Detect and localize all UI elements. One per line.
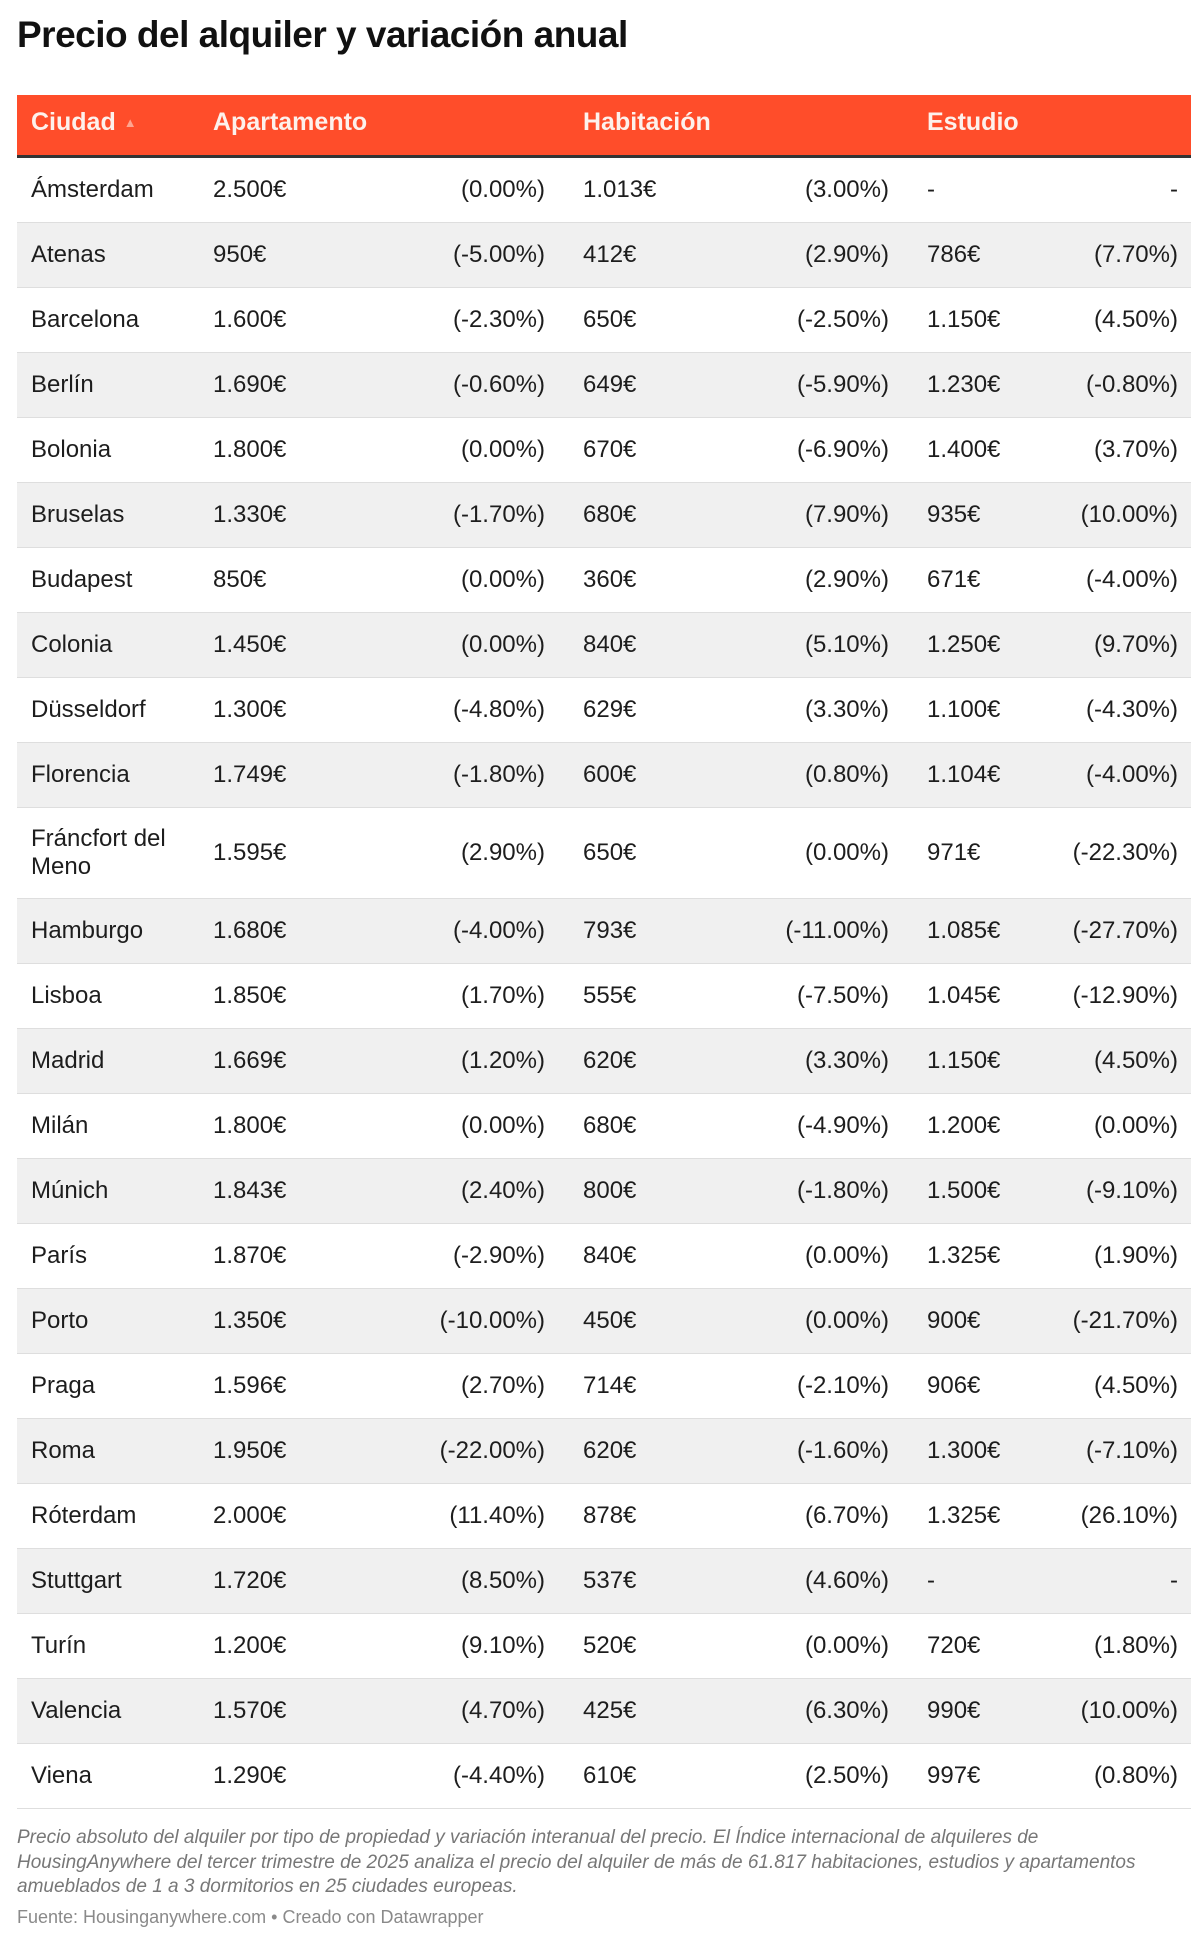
room-change-cell: (3.00%): [804, 176, 889, 203]
city-cell: Bruselas: [31, 501, 125, 528]
city-cell: Madrid: [31, 1047, 105, 1074]
apartment-price-cell: 1.595€: [213, 839, 287, 866]
room-change-cell: (-1.60%): [796, 1437, 889, 1464]
apartment-change-cell: (-10.00%): [439, 1307, 545, 1334]
room-price-cell: 650€: [583, 839, 637, 866]
city-cell: Fráncfort del Meno: [31, 825, 166, 880]
room-price-cell: 680€: [583, 501, 637, 528]
studio-change-cell: (-27.70%): [1072, 917, 1178, 944]
apartment-price-cell: 1.330€: [213, 501, 287, 528]
studio-price-cell: -: [927, 1567, 935, 1594]
room-change-cell: (-11.00%): [785, 917, 889, 944]
table-row: [17, 1354, 1191, 1419]
studio-price-cell: 1.085€: [927, 917, 1001, 944]
apartment-price-cell: 1.290€: [213, 1762, 287, 1789]
apartment-price-cell: 1.850€: [213, 982, 287, 1009]
city-cell: Róterdam: [31, 1502, 137, 1529]
table-row: [17, 288, 1191, 353]
city-cell: Múnich: [31, 1177, 109, 1204]
room-change-cell: (5.10%): [804, 631, 889, 658]
table-row: [17, 613, 1191, 678]
table-row: [17, 223, 1191, 288]
studio-price-cell: 1.325€: [927, 1502, 1001, 1529]
studio-price-cell: 671€: [927, 566, 981, 593]
studio-change-cell: (-7.10%): [1085, 1437, 1178, 1464]
apartment-price-cell: 1.600€: [213, 306, 287, 333]
room-change-cell: (-5.90%): [796, 371, 889, 398]
studio-change-cell: (26.10%): [1080, 1502, 1178, 1529]
studio-change-cell: (4.50%): [1093, 1047, 1178, 1074]
apartment-change-cell: (2.40%): [460, 1177, 545, 1204]
room-price-cell: 878€: [583, 1502, 637, 1529]
studio-price-cell: 720€: [927, 1632, 981, 1659]
city-cell: Milán: [31, 1112, 89, 1139]
room-price-cell: 555€: [583, 982, 637, 1009]
studio-price-cell: 935€: [927, 501, 981, 528]
studio-change-cell: (0.80%): [1093, 1762, 1178, 1789]
column-header-city[interactable]: [31, 108, 137, 137]
room-change-cell: (6.30%): [804, 1697, 889, 1724]
room-change-cell: (-4.90%): [796, 1112, 889, 1139]
table-row: [17, 1614, 1191, 1679]
studio-price-cell: 1.200€: [927, 1112, 1001, 1139]
apartment-change-cell: (-1.70%): [452, 501, 545, 528]
studio-change-cell: (1.90%): [1093, 1242, 1178, 1269]
room-price-cell: 670€: [583, 436, 637, 463]
studio-change-cell: (0.00%): [1093, 1112, 1178, 1139]
room-price-cell: 714€: [583, 1372, 637, 1399]
city-cell: Ámsterdam: [31, 176, 154, 203]
studio-price-cell: 1.100€: [927, 696, 1001, 723]
room-price-cell: 425€: [583, 1697, 637, 1724]
table-row: [17, 743, 1191, 808]
city-cell: Praga: [31, 1372, 96, 1399]
studio-change-cell: (1.80%): [1093, 1632, 1178, 1659]
table-row: [17, 1094, 1191, 1159]
studio-change-cell: (7.70%): [1093, 241, 1178, 268]
room-change-cell: (4.60%): [804, 1567, 889, 1594]
studio-price-cell: 1.500€: [927, 1177, 1001, 1204]
studio-change-cell: (4.50%): [1093, 1372, 1178, 1399]
apartment-change-cell: (-2.90%): [452, 1242, 545, 1269]
room-price-cell: 600€: [583, 761, 637, 788]
studio-change-cell: (-22.30%): [1072, 839, 1178, 866]
room-price-cell: 610€: [583, 1762, 637, 1789]
chart-title: Precio del alquiler y variación anual: [17, 14, 628, 55]
apartment-change-cell: (-4.00%): [452, 917, 545, 944]
table-header: [17, 95, 1191, 158]
column-header-studio[interactable]: Estudio: [927, 108, 1019, 136]
studio-change-cell: (-4.00%): [1085, 761, 1178, 788]
apartment-change-cell: (-1.80%): [452, 761, 545, 788]
room-change-cell: (0.00%): [804, 839, 889, 866]
apartment-price-cell: 1.870€: [213, 1242, 287, 1269]
apartment-price-cell: 1.596€: [213, 1372, 287, 1399]
apartment-price-cell: 1.800€: [213, 1112, 287, 1139]
studio-price-cell: 906€: [927, 1372, 981, 1399]
table-row: [17, 548, 1191, 613]
rent-table: [17, 95, 1191, 1809]
city-cell: Roma: [31, 1437, 96, 1464]
table-row: [17, 899, 1191, 964]
city-cell: Valencia: [31, 1697, 122, 1724]
apartment-change-cell: (-4.80%): [452, 696, 545, 723]
apartment-change-cell: (0.00%): [460, 176, 545, 203]
room-change-cell: (6.70%): [804, 1502, 889, 1529]
city-cell: Viena: [31, 1762, 92, 1789]
room-change-cell: (0.80%): [804, 761, 889, 788]
city-cell: Stuttgart: [31, 1567, 122, 1594]
apartment-change-cell: (0.00%): [460, 436, 545, 463]
apartment-change-cell: (-4.40%): [452, 1762, 545, 1789]
studio-price-cell: 997€: [927, 1762, 981, 1789]
city-cell: Lisboa: [31, 982, 102, 1009]
studio-change-cell: (-4.30%): [1085, 696, 1178, 723]
apartment-price-cell: 850€: [213, 566, 267, 593]
apartment-price-cell: 1.350€: [213, 1307, 287, 1334]
table-row: [17, 1224, 1191, 1289]
room-change-cell: (3.30%): [804, 1047, 889, 1074]
apartment-price-cell: 1.450€: [213, 631, 287, 658]
table-row: [17, 158, 1191, 223]
room-price-cell: 450€: [583, 1307, 637, 1334]
studio-price-cell: 1.230€: [927, 371, 1001, 398]
studio-change-cell: (-12.90%): [1072, 982, 1178, 1009]
city-cell: Berlín: [31, 371, 94, 398]
apartment-price-cell: 1.200€: [213, 1632, 287, 1659]
room-price-cell: 1.013€: [583, 176, 657, 203]
room-price-cell: 620€: [583, 1437, 637, 1464]
city-cell: Colonia: [31, 631, 113, 658]
apartment-change-cell: (-22.00%): [439, 1437, 545, 1464]
apartment-price-cell: 1.570€: [213, 1697, 287, 1724]
city-cell: Turín: [31, 1632, 87, 1659]
apartment-change-cell: (9.10%): [460, 1632, 545, 1659]
apartment-change-cell: (11.40%): [449, 1502, 545, 1529]
apartment-price-cell: 2.000€: [213, 1502, 287, 1529]
apartment-price-cell: 1.800€: [213, 436, 287, 463]
studio-change-cell: (4.50%): [1093, 306, 1178, 333]
studio-price-cell: 1.250€: [927, 631, 1001, 658]
apartment-price-cell: 1.843€: [213, 1177, 287, 1204]
room-change-cell: (2.50%): [804, 1762, 889, 1789]
apartment-price-cell: 1.690€: [213, 371, 287, 398]
room-price-cell: 620€: [583, 1047, 637, 1074]
studio-price-cell: 971€: [927, 839, 981, 866]
room-price-cell: 649€: [583, 371, 637, 398]
column-header-room[interactable]: Habitación: [583, 108, 711, 136]
studio-change-cell: -: [1170, 176, 1178, 203]
room-change-cell: (-2.50%): [796, 306, 889, 333]
room-change-cell: (2.90%): [804, 241, 889, 268]
studio-price-cell: 1.325€: [927, 1242, 1001, 1269]
studio-price-cell: 1.045€: [927, 982, 1001, 1009]
studio-change-cell: (-0.80%): [1085, 371, 1178, 398]
chart-notes: Precio absoluto del alquiler por tipo de propiedad y variación interanual del precio. El Índice internacional de alquileres de HousingAnywhere del tercer trimestre de 2025 analiza el precio del alquiler de más de 61.817 habitaciones, estudios y apartamentos amueblados de 1 a 3 dormitorios en 25 ciudades europeas.: [17, 1827, 1136, 1897]
studio-change-cell: (3.70%): [1093, 436, 1178, 463]
apartment-change-cell: (1.20%): [460, 1047, 545, 1074]
apartment-change-cell: (1.70%): [460, 982, 545, 1009]
room-change-cell: (0.00%): [804, 1632, 889, 1659]
table-row: [17, 964, 1191, 1029]
city-cell: Porto: [31, 1307, 89, 1334]
table-body: [17, 158, 1191, 1809]
table-row: [17, 678, 1191, 743]
apartment-price-cell: 1.720€: [213, 1567, 287, 1594]
table-row: [17, 1029, 1191, 1094]
apartment-price-cell: 1.669€: [213, 1047, 287, 1074]
studio-change-cell: (9.70%): [1093, 631, 1178, 658]
room-change-cell: (-6.90%): [796, 436, 889, 463]
room-price-cell: 360€: [583, 566, 637, 593]
studio-change-cell: (10.00%): [1080, 501, 1178, 528]
room-change-cell: (-2.10%): [796, 1372, 889, 1399]
studio-price-cell: 1.300€: [927, 1437, 1001, 1464]
room-change-cell: (3.30%): [804, 696, 889, 723]
table-row: [17, 1484, 1191, 1549]
apartment-price-cell: 2.500€: [213, 176, 287, 203]
room-price-cell: 629€: [583, 696, 637, 723]
apartment-change-cell: (8.50%): [460, 1567, 545, 1594]
room-change-cell: (0.00%): [804, 1307, 889, 1334]
apartment-change-cell: (2.70%): [460, 1372, 545, 1399]
city-cell: Atenas: [31, 241, 106, 268]
apartment-change-cell: (-0.60%): [452, 371, 545, 398]
studio-price-cell: 990€: [927, 1697, 981, 1724]
table-row: [17, 1679, 1191, 1744]
table-row: [17, 1289, 1191, 1354]
apartment-change-cell: (-5.00%): [452, 241, 545, 268]
apartment-change-cell: (2.90%): [460, 839, 545, 866]
room-price-cell: 840€: [583, 631, 637, 658]
apartment-change-cell: (0.00%): [460, 631, 545, 658]
room-price-cell: 412€: [583, 241, 637, 268]
table-row: [17, 1744, 1191, 1809]
studio-price-cell: 900€: [927, 1307, 981, 1334]
room-change-cell: (-7.50%): [796, 982, 889, 1009]
apartment-price-cell: 950€: [213, 241, 267, 268]
studio-change-cell: -: [1170, 1567, 1178, 1594]
studio-change-cell: (10.00%): [1080, 1697, 1178, 1724]
room-price-cell: 537€: [583, 1567, 637, 1594]
studio-change-cell: (-9.10%): [1085, 1177, 1178, 1204]
room-price-cell: 793€: [583, 917, 637, 944]
room-price-cell: 840€: [583, 1242, 637, 1269]
apartment-change-cell: (0.00%): [460, 566, 545, 593]
room-change-cell: (7.90%): [804, 501, 889, 528]
column-header-apartment[interactable]: Apartamento: [213, 108, 368, 136]
room-change-cell: (0.00%): [804, 1242, 889, 1269]
apartment-change-cell: (0.00%): [460, 1112, 545, 1139]
studio-price-cell: 1.150€: [927, 1047, 1001, 1074]
room-price-cell: 520€: [583, 1632, 637, 1659]
apartment-change-cell: (4.70%): [460, 1697, 545, 1724]
city-cell: Bolonia: [31, 436, 112, 463]
room-change-cell: (2.90%): [804, 566, 889, 593]
table-row: [17, 483, 1191, 548]
table-row: [17, 418, 1191, 483]
sort-ascending-icon[interactable]: ▲: [123, 115, 137, 130]
room-price-cell: 650€: [583, 306, 637, 333]
table-row: [17, 808, 1191, 899]
city-cell: Budapest: [31, 566, 133, 593]
studio-change-cell: (-21.70%): [1072, 1307, 1178, 1334]
chart-source: Fuente: Housinganywhere.com • Creado con Datawrapper: [17, 1907, 484, 1927]
apartment-price-cell: 1.950€: [213, 1437, 287, 1464]
apartment-price-cell: 1.749€: [213, 761, 287, 788]
table-row: [17, 353, 1191, 418]
city-cell: Hamburgo: [31, 917, 144, 944]
city-cell: Barcelona: [31, 306, 140, 333]
room-price-cell: 800€: [583, 1177, 637, 1204]
table-row: [17, 1419, 1191, 1484]
column-header-city-label: Ciudad: [31, 108, 116, 136]
studio-price-cell: 1.150€: [927, 306, 1001, 333]
apartment-change-cell: (-2.30%): [452, 306, 545, 333]
studio-price-cell: -: [927, 176, 935, 203]
apartment-price-cell: 1.300€: [213, 696, 287, 723]
studio-price-cell: 1.104€: [927, 761, 1001, 788]
city-cell: Florencia: [31, 761, 130, 788]
table-row: [17, 1549, 1191, 1614]
city-cell: París: [31, 1242, 88, 1269]
studio-change-cell: (-4.00%): [1085, 566, 1178, 593]
room-change-cell: (-1.80%): [796, 1177, 889, 1204]
city-cell: Düsseldorf: [31, 696, 146, 723]
room-price-cell: 680€: [583, 1112, 637, 1139]
studio-price-cell: 1.400€: [927, 436, 1001, 463]
studio-price-cell: 786€: [927, 241, 981, 268]
apartment-price-cell: 1.680€: [213, 917, 287, 944]
table-row: [17, 1159, 1191, 1224]
